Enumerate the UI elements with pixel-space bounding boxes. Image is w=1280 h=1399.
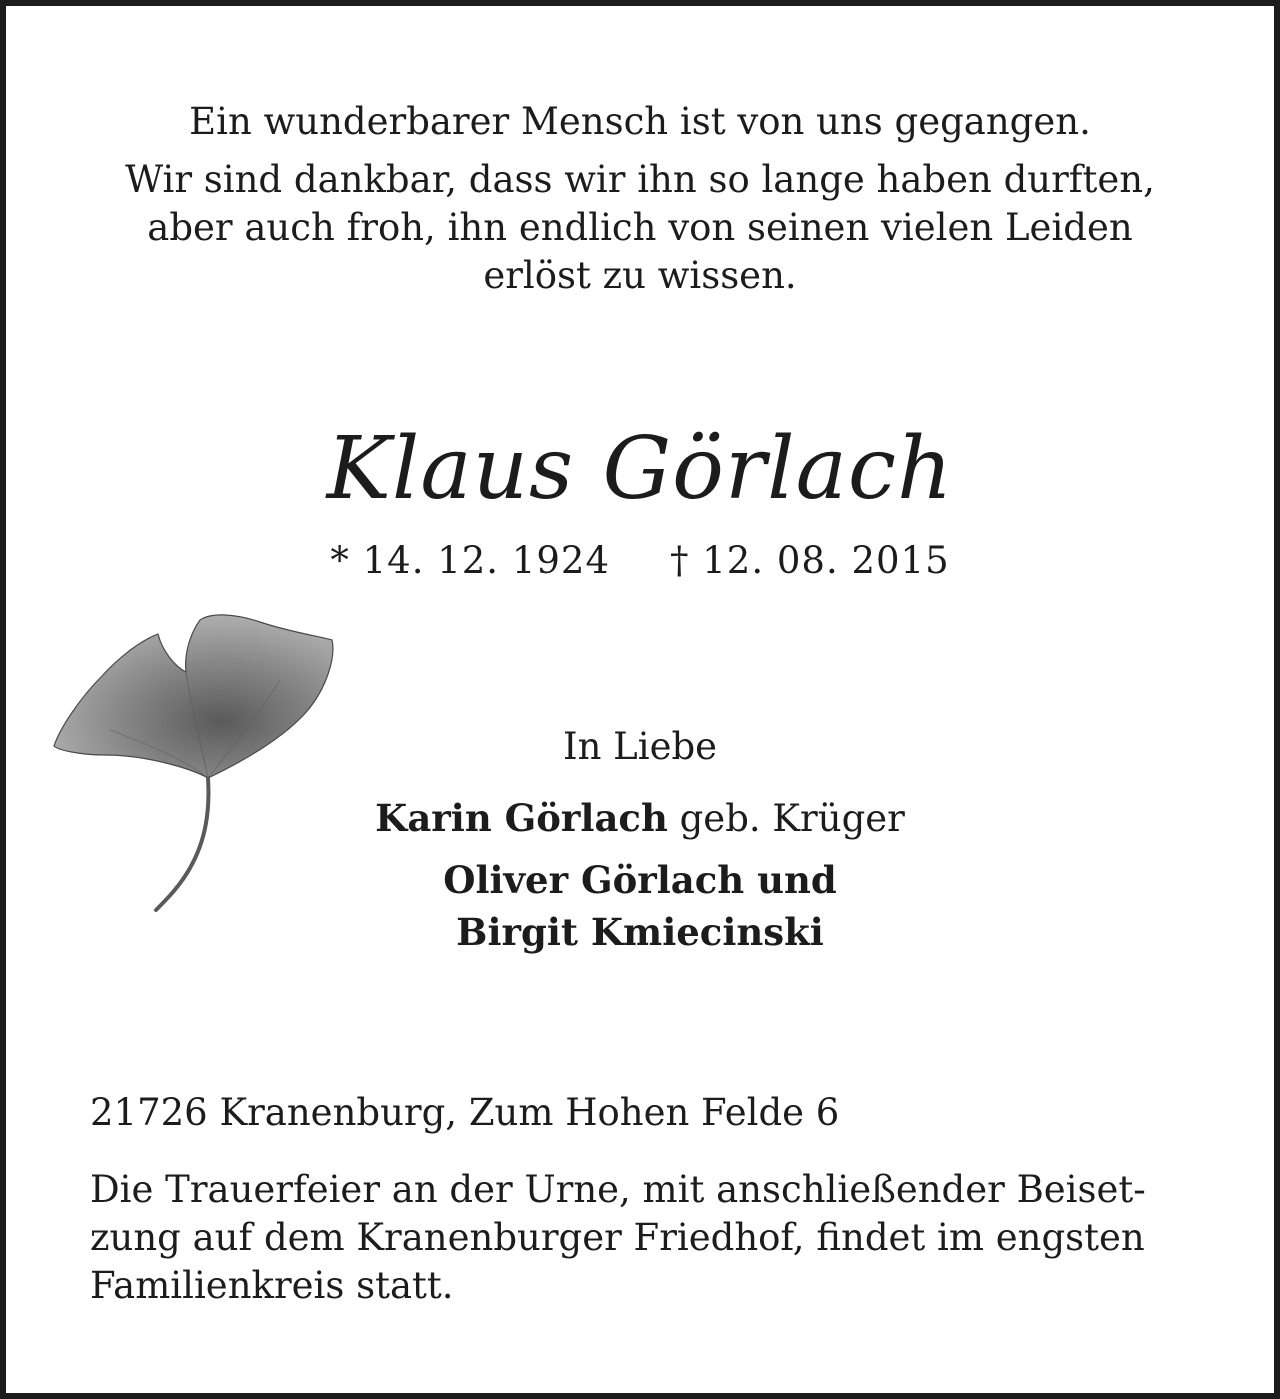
service-line: zung auf dem Kranenburger Friedhof, findet im engsten <box>90 1216 1145 1259</box>
signoff: In Liebe <box>562 725 718 768</box>
intro-paragraph-line: erlöst zu wissen. <box>483 254 797 297</box>
mourner-others <box>6 854 1274 958</box>
mourner-other-line: Birgit Kmiecinski <box>456 910 824 954</box>
intro-line: Ein wunderbarer Mensch ist von uns gegangen. <box>189 100 1091 143</box>
address: 21726 Kranenburg, Zum Hohen Felde 6 <box>90 1091 840 1134</box>
service-info <box>90 1166 1214 1310</box>
intro-paragraph-line: Wir sind dankbar, dass wir ihn so lange haben durften, <box>125 158 1155 201</box>
life-dates <box>6 536 1274 586</box>
death-date: † 12. 08. 2015 <box>670 539 950 582</box>
mourner-primary-maiden: geb. Krüger <box>679 797 905 840</box>
deceased-name: Klaus Görlach <box>326 419 954 519</box>
service-line: Die Trauerfeier an der Urne, mit anschließender Beiset- <box>90 1168 1146 1211</box>
mourner-primary-name: Karin Görlach <box>375 796 668 840</box>
mourner-primary <box>6 792 1274 845</box>
intro-paragraph-line: aber auch froh, ihn endlich von seinen vielen Leiden <box>147 206 1133 249</box>
intro-paragraph <box>46 156 1234 300</box>
mourner-other-line: Oliver Görlach und <box>443 858 837 902</box>
birth-date: * 14. 12. 1924 <box>330 539 610 582</box>
service-line: Familienkreis statt. <box>90 1264 454 1307</box>
